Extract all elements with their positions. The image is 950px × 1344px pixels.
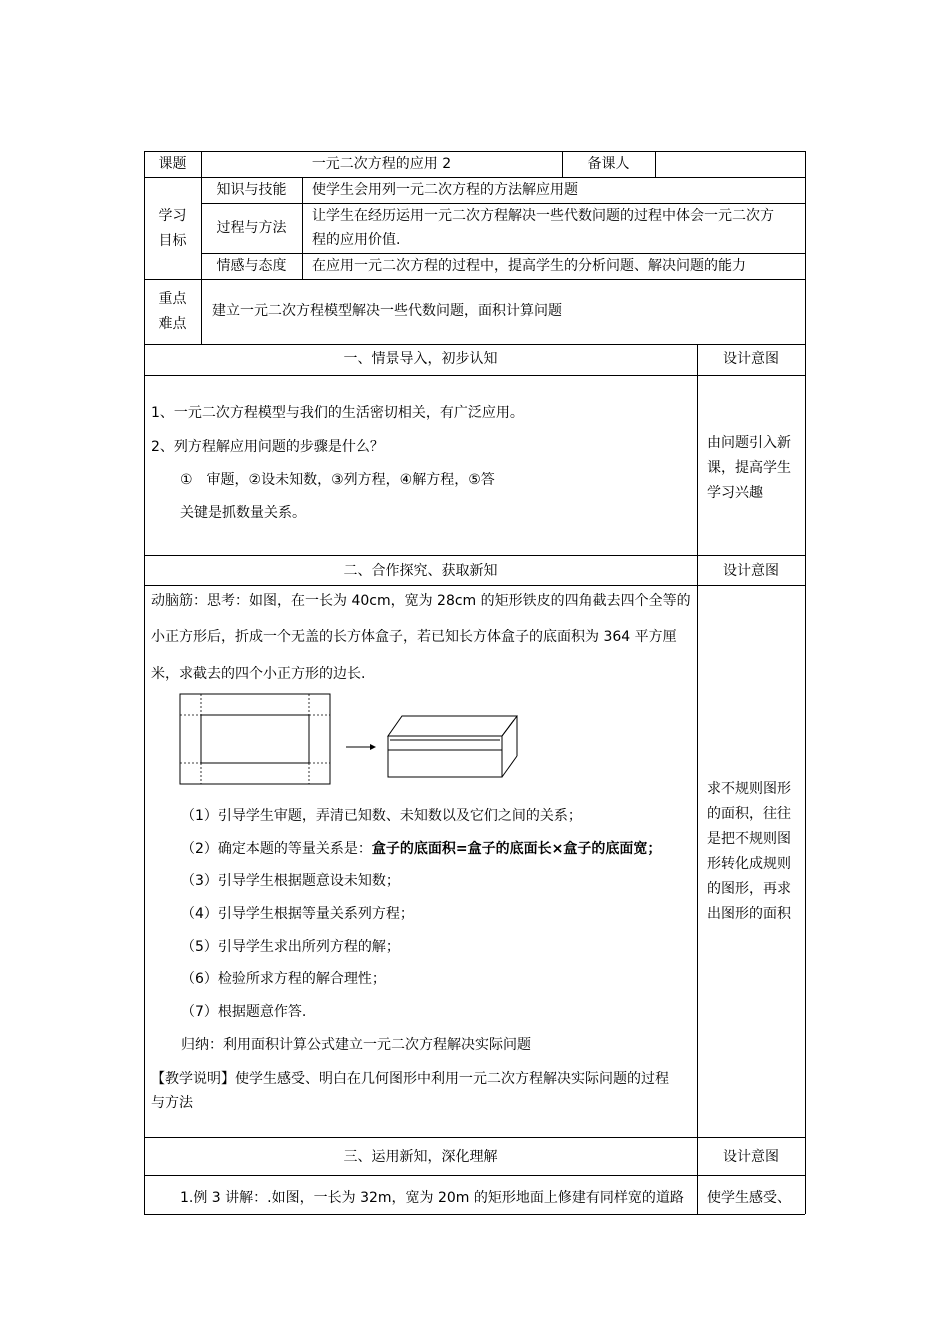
problem-line2: 小正方形后，折成一个无盖的长方体盒子，若已知长方体盒子的底面积为 364 平方厘 <box>151 629 677 645</box>
objectives-label-line2: 目标 <box>158 233 187 249</box>
objectives-label-line1: 学习 <box>158 208 187 224</box>
knowledge-text: 使学生会用列一元二次方程的方法解应用题 <box>312 182 578 198</box>
process-text-line1: 让学生在经历运用一元二次方程解决一些代数问题的过程中体会一元二次方 <box>312 208 774 224</box>
section2-design-line6: 出图形的面积 <box>707 906 791 922</box>
sublabel-column-divider <box>302 177 303 279</box>
step-5: （5）引导学生求出所列方程的解； <box>181 939 400 955</box>
design-column-divider <box>697 344 698 1214</box>
topic-label: 课题 <box>158 156 187 172</box>
section1-design-line1: 由问题引入新 <box>707 435 791 451</box>
row-divider <box>201 253 805 254</box>
section3-line1: 1.例 3 讲解：.如图，一长为 32m，宽为 20m 的矩形地面上修建有同样宽的道路 <box>180 1190 684 1206</box>
section1-line1: 1、一元二次方程模型与我们的生活密切相关，有广泛应用。 <box>151 405 524 421</box>
section2-design-line3: 是把不规则图 <box>707 831 791 847</box>
table-top-border <box>144 151 805 152</box>
section2-design-line2: 的面积，往往 <box>707 806 791 822</box>
row-divider <box>144 585 805 586</box>
section2-design-label: 设计意图 <box>723 563 779 579</box>
section1-design-label: 设计意图 <box>723 351 779 367</box>
topic-value: 一元二次方程的应用 2 <box>311 156 452 172</box>
step-1: （1）引导学生审题，弄清已知数、未知数以及它们之间的关系； <box>181 808 582 824</box>
preparer-label: 备课人 <box>587 156 630 172</box>
table-right-border <box>805 151 806 1214</box>
step-2-text: （2）确定本题的等量关系是： <box>181 841 372 857</box>
step-2 <box>181 838 661 858</box>
sheet-base <box>201 715 309 763</box>
section1-line3: ① 审题，②设未知数，③列方程，④解方程，⑤答 <box>180 472 495 488</box>
row-divider <box>144 375 805 376</box>
section2-design-line5: 的图形，再求 <box>707 881 791 897</box>
open-box <box>388 716 517 777</box>
knowledge-label: 知识与技能 <box>216 182 287 198</box>
section1-line4: 关键是抓数量关系。 <box>180 505 306 521</box>
section1-design-line3: 学习兴趣 <box>707 485 763 501</box>
step-7: （7）根据题意作答. <box>181 1004 307 1020</box>
row-divider <box>144 279 805 280</box>
section1-design-line2: 课，提高学生 <box>707 460 791 476</box>
row-divider <box>144 1137 805 1138</box>
corner-cut-lines <box>180 694 330 784</box>
header-column-divider <box>655 151 656 177</box>
section3-design-label: 设计意图 <box>723 1149 779 1165</box>
section2-design-line4: 形转化成规则 <box>707 856 791 872</box>
problem-line1: 动脑筋：思考：如图，在一长为 40cm，宽为 28cm 的矩形铁皮的四角截去四个全等的 <box>151 593 691 609</box>
table-left-border <box>144 151 145 1214</box>
row-divider <box>144 1175 805 1176</box>
box-figure <box>170 688 530 798</box>
teaching-note-line2: 与方法 <box>151 1095 193 1111</box>
table-bottom-border <box>144 1214 805 1215</box>
row-divider <box>201 177 805 178</box>
row-divider <box>144 177 201 178</box>
row-divider <box>144 555 805 556</box>
process-text-line2: 程的应用价值. <box>312 232 401 248</box>
step-3: （3）引导学生根据题意设未知数； <box>181 873 400 889</box>
section3-title: 三、运用新知，深化理解 <box>343 1149 498 1165</box>
step-2-relation: 盒子的底面积=盒子的底面长×盒子的底面宽； <box>371 841 662 857</box>
section1-title: 一、情景导入，初步认知 <box>343 351 498 367</box>
process-label: 过程与方法 <box>216 220 287 236</box>
keypoints-text: 建立一元二次方程模型解决一些代数问题，面积计算问题 <box>212 303 562 319</box>
step-4: （4）引导学生根据等量关系列方程； <box>181 906 414 922</box>
row-divider <box>201 203 805 204</box>
arrow-head <box>370 744 376 750</box>
summary: 归纳：利用面积计算公式建立一元二次方程解决实际问题 <box>181 1037 531 1053</box>
keypoints-label-line1: 重点 <box>158 291 187 307</box>
row-divider <box>144 344 805 345</box>
teaching-note-line1: 【教学说明】使学生感受、明白在几何图形中利用一元二次方程解决实际问题的过程 <box>151 1071 669 1087</box>
section1-line2: 2、列方程解应用问题的步骤是什么？ <box>151 439 384 455</box>
attitude-label: 情感与态度 <box>216 258 287 274</box>
step-6: （6）检验所求方程的解合理性； <box>181 971 386 987</box>
attitude-text: 在应用一元二次方程的过程中，提高学生的分析问题、解决问题的能力 <box>312 258 746 274</box>
problem-line3: 米，求截去的四个小正方形的边长. <box>151 666 366 682</box>
sheet-outline <box>180 694 330 784</box>
keypoints-label-line2: 难点 <box>158 316 187 332</box>
section2-design-line1: 求不规则图形 <box>707 781 791 797</box>
section2-title: 二、合作探究、获取新知 <box>343 563 498 579</box>
section3-design-line1: 使学生感受、 <box>707 1190 791 1206</box>
